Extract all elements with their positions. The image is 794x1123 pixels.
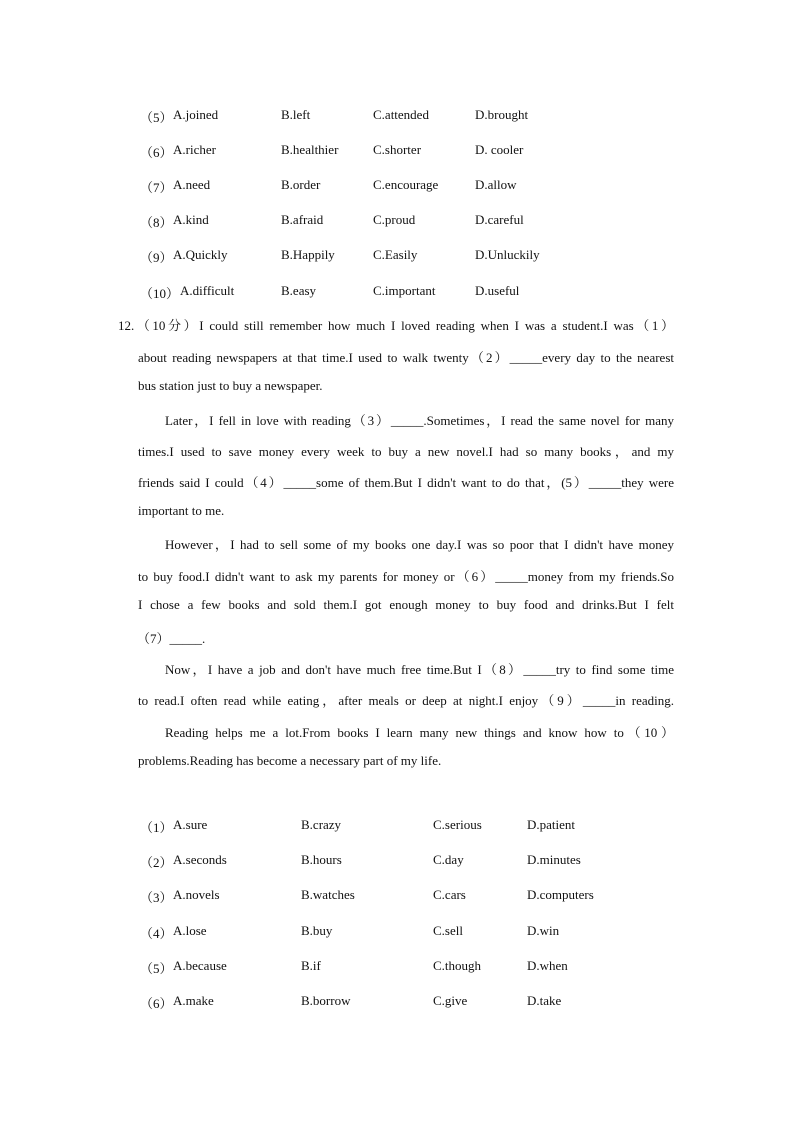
passage-line: about reading newspapers at that time.I used to walk twenty（2）_____every day to the nearest (138, 350, 674, 365)
paragraph-start: However，I had to sell some of my books one day.I was so poor that I didn't have money (165, 537, 674, 552)
option-a: A.because (173, 958, 227, 973)
option-a: A.Quickly (173, 247, 228, 262)
passage-line: problems.Reading has become a necessary part of my life. (138, 753, 442, 768)
option-b: B.borrow (301, 993, 351, 1008)
passage-line: bus station just to buy a newspaper. (138, 378, 323, 393)
option-d: D. cooler (475, 142, 524, 157)
option-a: A.joined (173, 107, 219, 122)
option-d: D.Unluckily (475, 247, 540, 262)
passage-line: times.I used to save money every week to buy a new novel.I had so many books，and my (138, 444, 674, 459)
option-b: B.if (301, 958, 321, 973)
option-a: A.difficult (180, 283, 235, 298)
passage-line: important to me. (138, 503, 225, 518)
option-b: B.order (281, 177, 321, 192)
option-c: C.shorter (373, 142, 422, 157)
option-a: A.make (173, 993, 214, 1008)
passage-line: （7）_____. (137, 631, 206, 646)
option-a: A.novels (173, 887, 220, 902)
option-d: D.careful (475, 212, 524, 227)
option-row (0, 887, 794, 907)
option-b: B.left (281, 107, 311, 122)
paragraph-start: Reading helps me a lot.From books I learn many new things and know how to（10） (165, 725, 674, 740)
option-c: C.proud (373, 212, 416, 227)
option-c: C.day (433, 852, 464, 867)
option-a: A.lose (173, 923, 207, 938)
option-number: （4） (140, 926, 173, 941)
option-row (0, 247, 794, 267)
passage-line: I chose a few books and sold them.I got enough money to buy food and drinks.But I felt (138, 597, 674, 612)
option-number: （8） (140, 215, 173, 230)
paragraph-start: Later，I fell in love with reading（3）_____.Sometimes，I read the same novel for many (165, 413, 674, 428)
option-row (0, 817, 794, 837)
option-b: B.Happily (281, 247, 335, 262)
option-number: （6） (140, 996, 173, 1011)
option-number: （10） (140, 286, 180, 301)
option-b: B.buy (301, 923, 333, 938)
option-number: （3） (140, 890, 173, 905)
option-d: D.when (527, 958, 568, 973)
option-c: C.encourage (373, 177, 439, 192)
option-d: D.minutes (527, 852, 581, 867)
option-number: （5） (140, 961, 173, 976)
option-d: D.win (527, 923, 560, 938)
passage-line: friends said I could（4）_____some of them.But I didn't want to do that，(5）_____they were (138, 475, 674, 490)
option-a: A.seconds (173, 852, 227, 867)
option-a: A.kind (173, 212, 209, 227)
option-number: （2） (140, 855, 173, 870)
option-c: C.cars (433, 887, 466, 902)
option-d: D.allow (475, 177, 517, 192)
option-d: D.brought (475, 107, 529, 122)
option-row (0, 852, 794, 872)
option-row (0, 993, 794, 1013)
option-d: D.useful (475, 283, 520, 298)
option-row (0, 958, 794, 978)
option-row (0, 107, 794, 127)
option-row (0, 177, 794, 197)
option-number: （7） (140, 180, 173, 195)
option-number: （9） (140, 250, 173, 265)
option-b: B.healthier (281, 142, 339, 157)
option-b: B.watches (301, 887, 355, 902)
option-c: C.important (373, 283, 436, 298)
option-row (0, 142, 794, 162)
option-c: C.though (433, 958, 482, 973)
option-c: C.attended (373, 107, 429, 122)
option-d: D.take (527, 993, 562, 1008)
option-d: D.computers (527, 887, 594, 902)
passage-line: to buy food.I didn't want to ask my parents for money or（6）_____money from my friends.So (138, 569, 674, 584)
option-b: B.afraid (281, 212, 324, 227)
option-a: A.sure (173, 817, 208, 832)
option-c: C.give (433, 993, 468, 1008)
option-c: C.Easily (373, 247, 418, 262)
option-a: A.need (173, 177, 211, 192)
question-header: 12.（10分）I could still remember how much I loved reading when I was a student.I was（1） (118, 318, 674, 333)
option-d: D.patient (527, 817, 576, 832)
option-row (0, 212, 794, 232)
option-row (0, 283, 794, 303)
passage-line: to read.I often read while eating，after meals or deep at night.I enjoy（9）_____in reading. (138, 693, 674, 708)
option-a: A.richer (173, 142, 216, 157)
paragraph-start: Now，I have a job and don't have much free time.But I（8）_____try to find some time (165, 662, 674, 677)
option-number: （6） (140, 145, 173, 160)
option-b: B.hours (301, 852, 342, 867)
option-row (0, 923, 794, 943)
option-b: B.easy (281, 283, 317, 298)
option-c: C.serious (433, 817, 482, 832)
option-c: C.sell (433, 923, 463, 938)
option-number: （5） (140, 110, 173, 125)
option-number: （1） (140, 820, 173, 835)
option-b: B.crazy (301, 817, 342, 832)
